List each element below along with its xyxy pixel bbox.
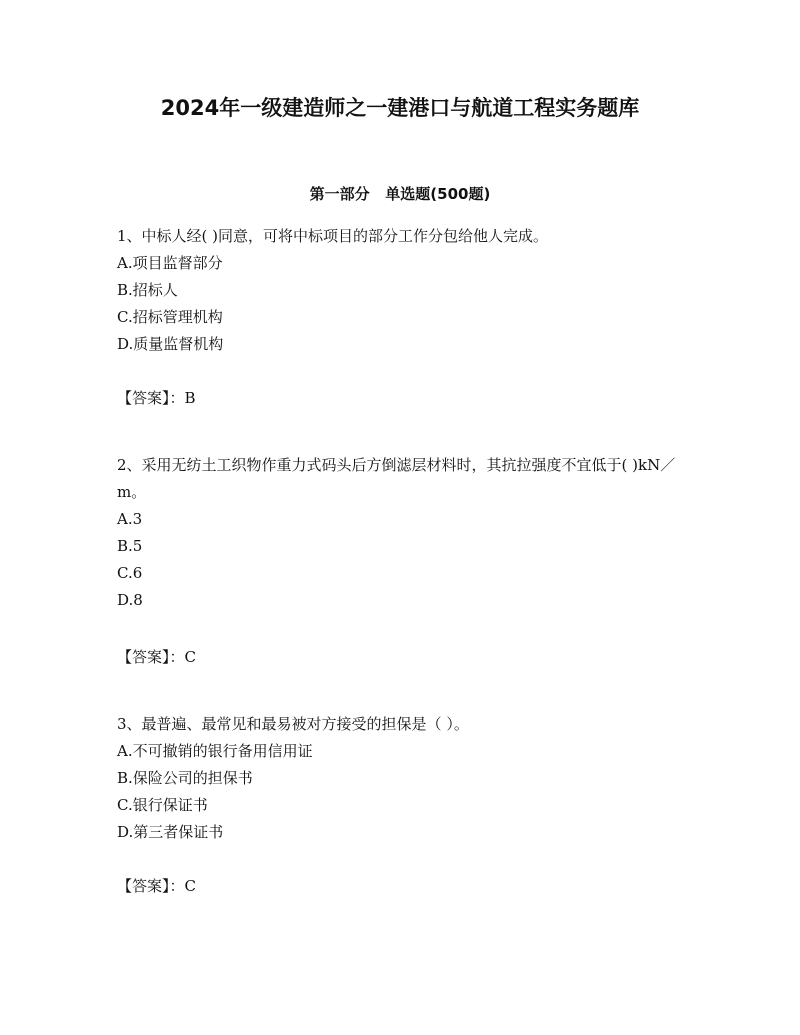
document-title: 2024年一级建造师之一建港口与航道工程实务题库 — [160, 96, 640, 120]
question-text: 1、中标人经( )同意，可将中标项目的部分工作分包给他人完成。 — [117, 227, 549, 245]
question-3 — [117, 711, 687, 846]
question-text: 3、最普遍、最常见和最易被对方接受的担保是（ ）。 — [117, 715, 469, 733]
section-title: 第一部分 单选题(500题) — [309, 185, 491, 203]
answer-2: 【答案】：C — [117, 648, 196, 666]
option-d: D.第三者保证书 — [117, 823, 224, 841]
option-c: C.6 — [117, 564, 143, 582]
option-c: C.招标管理机构 — [117, 308, 223, 326]
option-b: B.招标人 — [117, 281, 178, 299]
answer-3: 【答案】：C — [117, 877, 196, 895]
option-a: A.项目监督部分 — [117, 254, 223, 272]
option-a: A.3 — [117, 510, 143, 528]
option-b: B.5 — [117, 537, 143, 555]
option-a: A.不可撤销的银行备用信用证 — [117, 742, 313, 760]
question-1 — [117, 223, 687, 358]
option-b: B.保险公司的担保书 — [117, 769, 253, 787]
question-text: 2、采用无纺土工织物作重力式码头后方倒滤层材料时，其抗拉强度不宜低于( )kN／m。 — [117, 456, 676, 501]
answer-1: 【答案】：B — [117, 389, 196, 407]
option-d: D.8 — [117, 591, 143, 609]
question-2 — [117, 452, 687, 614]
option-d: D.质量监督机构 — [117, 335, 224, 353]
option-c: C.银行保证书 — [117, 796, 208, 814]
